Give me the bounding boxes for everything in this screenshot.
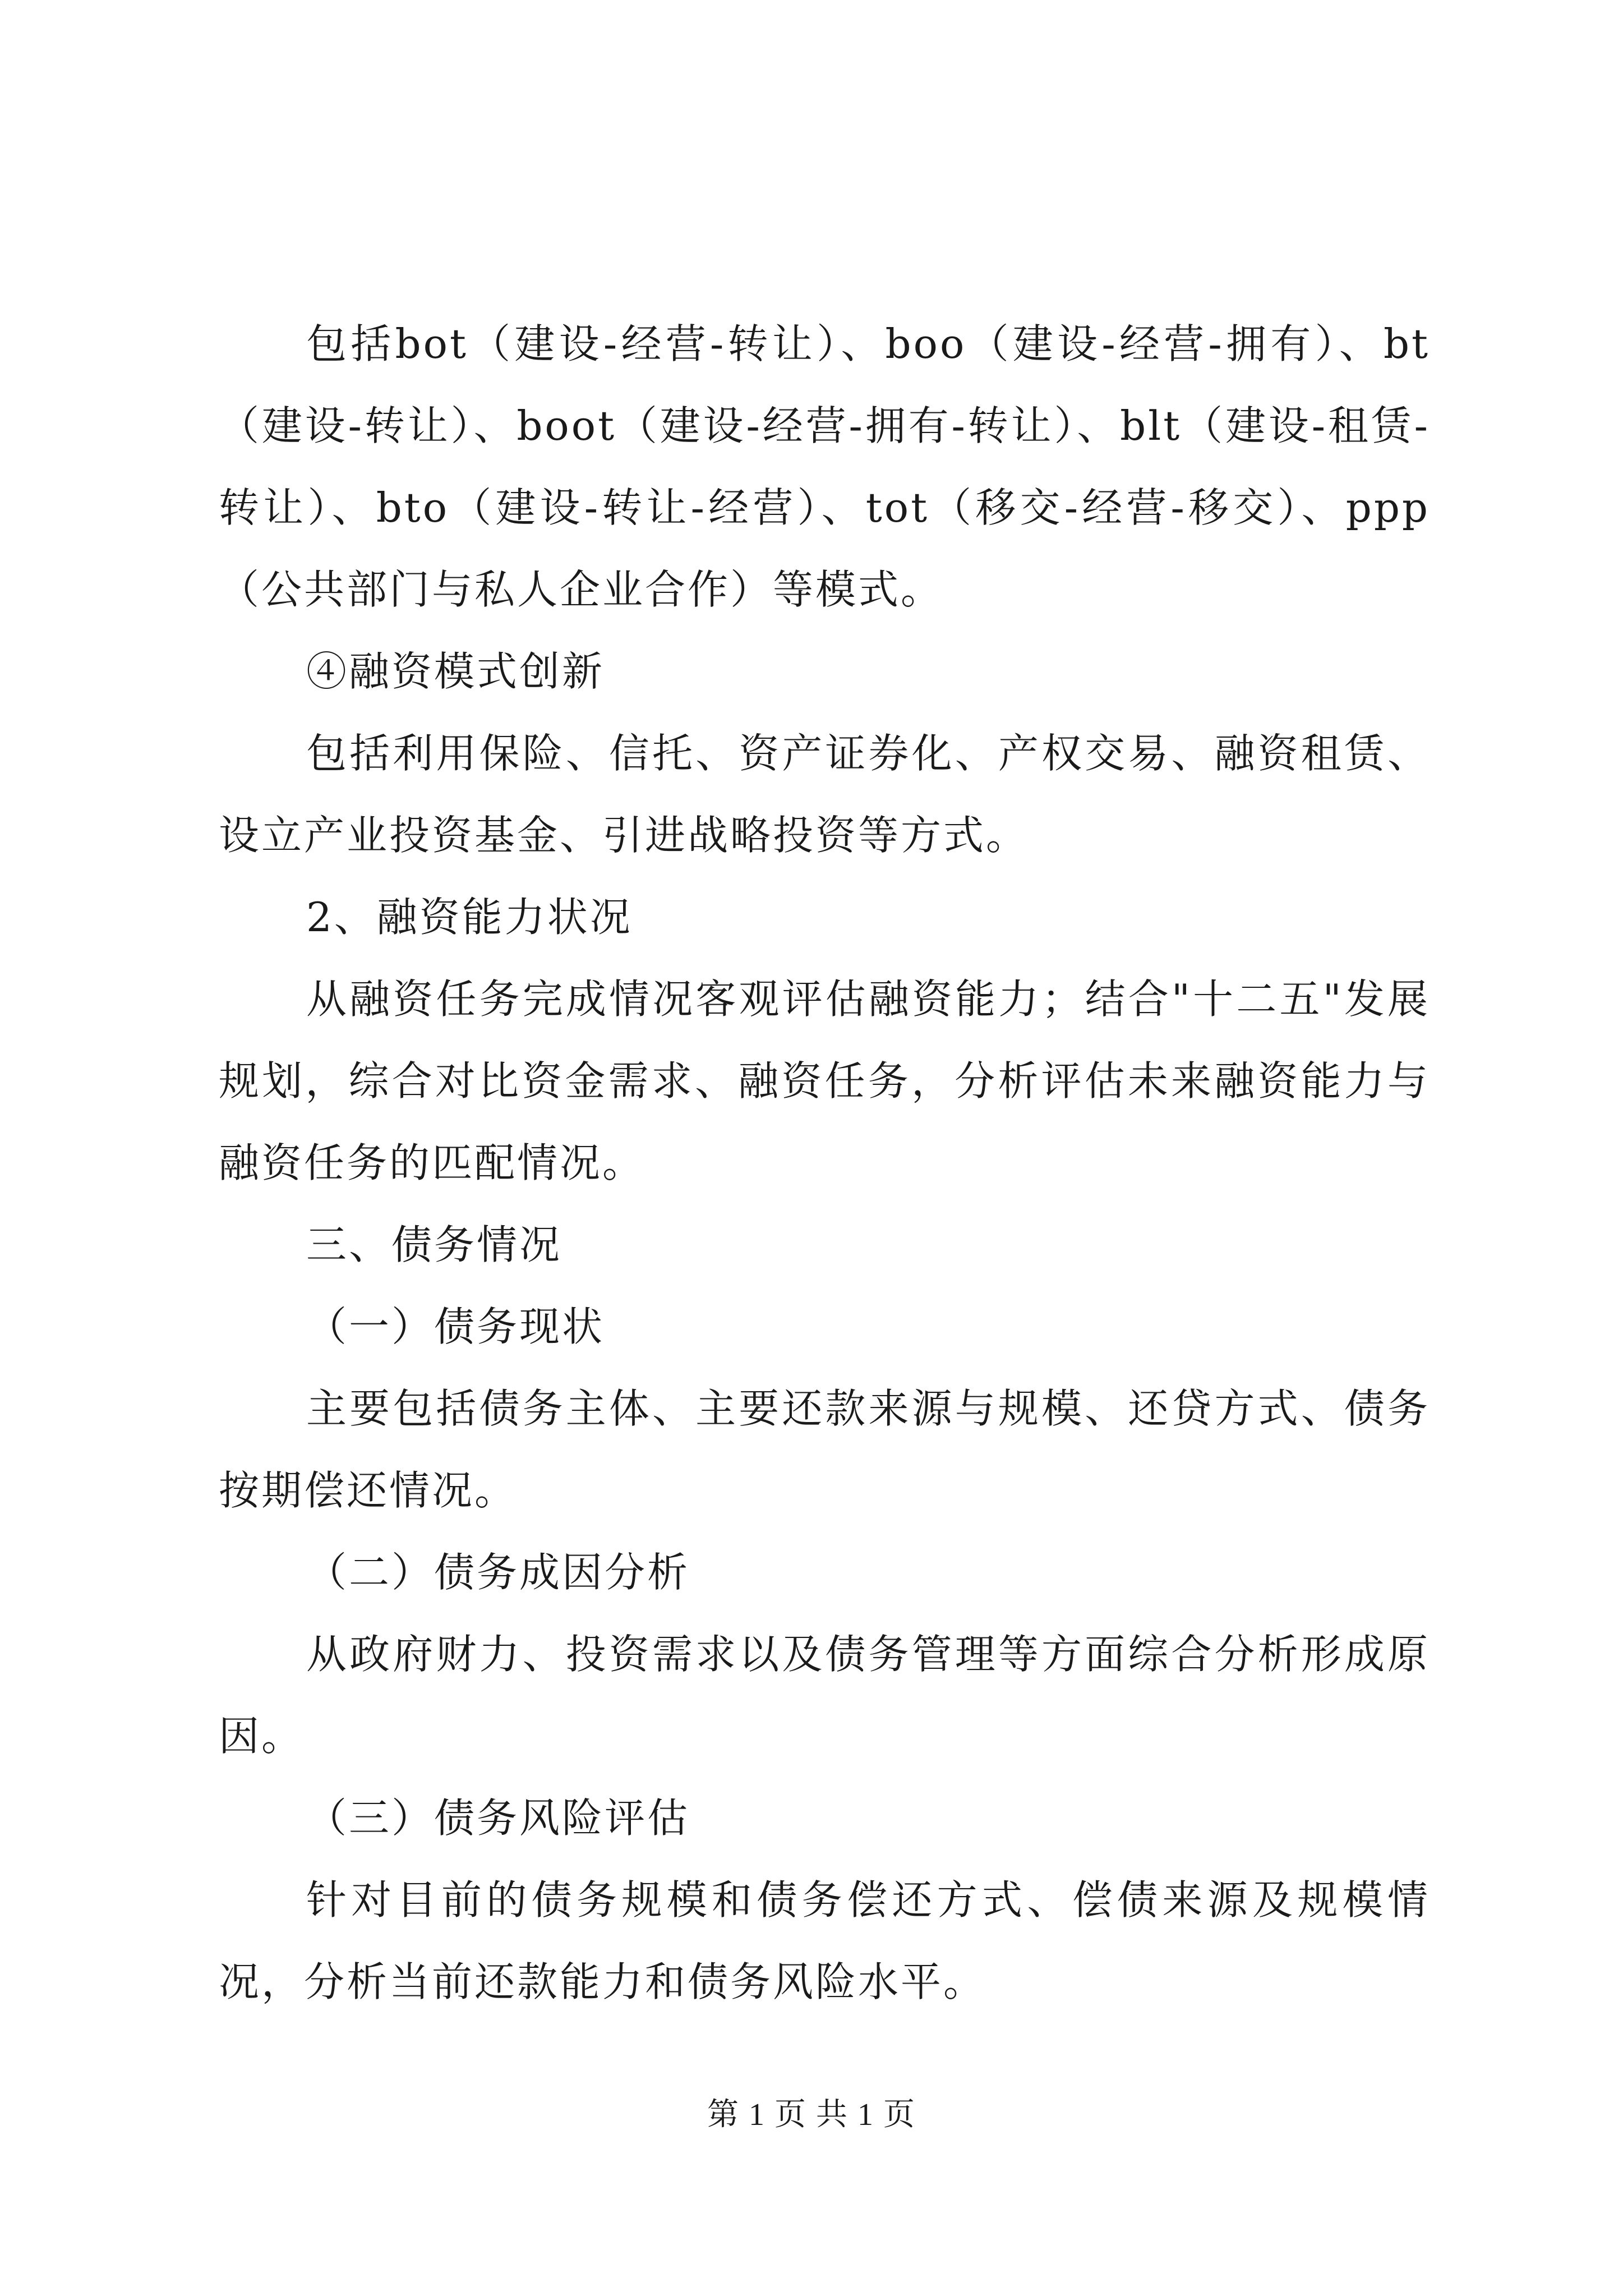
document-body xyxy=(219,303,1430,2023)
paragraph-financing-models: 包括bot（建设-经营-转让）、boo（建设-经营-拥有）、bt（建设-转让）、boot（建设-经营-拥有-转让）、blt（建设-租赁-转让）、bto（建设-转让-经营）、tot（移交-经营-移交）、ppp（公共部门与私人企业合作）等模式。 xyxy=(219,320,1430,613)
paragraph-debt-risk: 针对目前的债务规模和债务偿还方式、偿债来源及规模情况，分析当前还款能力和债务风险水平。 xyxy=(219,1876,1430,2005)
paragraph-debt-causes: 从政府财力、投资需求以及债务管理等方面综合分析形成原因。 xyxy=(219,1631,1430,1760)
paragraph-innovation-methods: 包括利用保险、信托、资产证券化、产权交易、融资租赁、设立产业投资基金、引进战略投资等方式。 xyxy=(219,730,1430,859)
heading-financing-innovation: ④融资模式创新 xyxy=(306,648,605,695)
page-footer: 第 1 页 共 1 页 xyxy=(707,2097,916,2132)
heading-financing-capacity: 2、融资能力状况 xyxy=(306,894,633,941)
paragraph-capacity-evaluation: 从融资任务完成情况客观评估融资能力；结合"十二五"发展规划，综合对比资金需求、融资任务，分析评估未来融资能力与融资任务的匹配情况。 xyxy=(219,976,1430,1186)
heading-debt-status: （一）债务现状 xyxy=(306,1303,605,1350)
paragraph-debt-status: 主要包括债务主体、主要还款来源与规模、还贷方式、债务按期偿还情况。 xyxy=(219,1385,1430,1514)
heading-debt-situation: 三、债务情况 xyxy=(306,1221,562,1268)
heading-debt-risk: （三）债务风险评估 xyxy=(306,1795,690,1842)
heading-debt-causes: （二）债务成因分析 xyxy=(306,1549,690,1596)
